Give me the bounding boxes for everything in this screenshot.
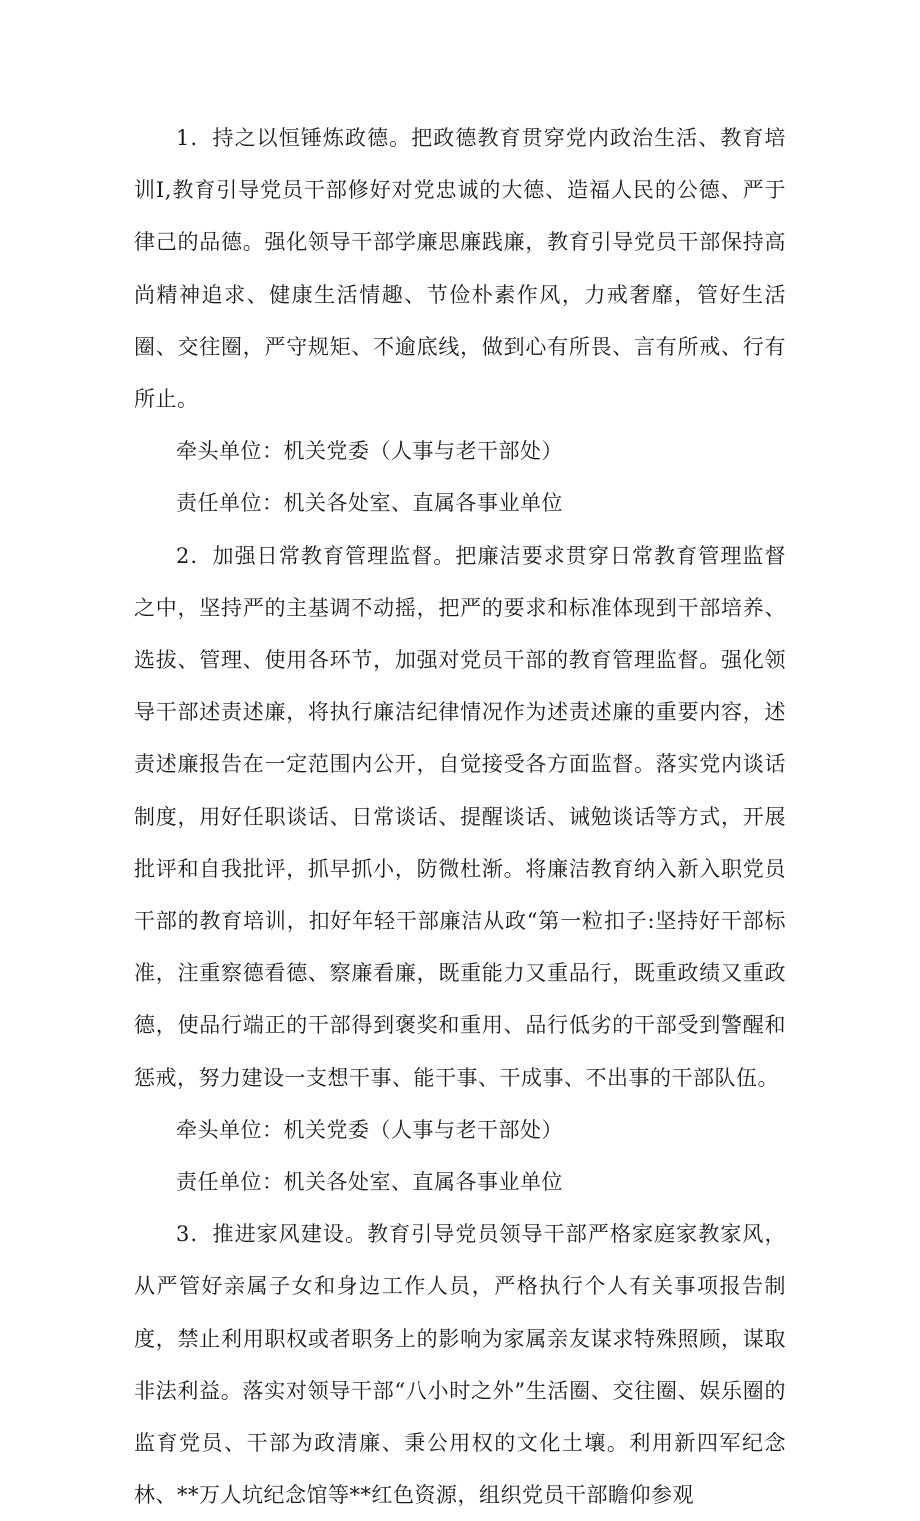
- section-3-body: 3．推进家风建设。教育引导党员领导干部严格家庭家教家风，从严管好亲属子女和身边工作人员，严格执行个人有关事项报告制度，禁止利用职权或者职务上的影响为家属亲友谋求特殊照顾，谋取非法利益。落实对领导干部“八小时之外”生活圈、交往圈、娱乐圈的监育党员、干部为政清廉、秉公用权的文化土壤。利用新四军纪念林、**万人坑纪念馆等**红色资源，组织党员干部瞻仰参观: [134, 1222, 786, 1508]
- section-1-lead-unit: 牵头单位：机关党委（人事与老干部处）: [176, 439, 563, 464]
- section-2-responsible-unit: 责任单位：机关各处室、直属各事业单位: [176, 1170, 563, 1195]
- section-2-lead-unit: 牵头单位：机关党委（人事与老干部处）: [176, 1117, 563, 1142]
- section-2-body: 2．加强日常教育管理监督。把廉洁要求贯穿日常教育管理监督之中，坚持严的主基调不动摇，把严的要求和标准体现到干部培养、选拔、管理、使用各环节，加强对党员干部的教育管理监督。强化领导干部述责述廉，将执行廉洁纪律情况作为述责述廉的重要内容，述责述廉报告在一定范围内公开，自觉接受各方面监督。落实党内谈话制度，用好任职谈话、日常谈话、提醒谈话、诫勉谈话等方式，开展批评和自我批评，抓早抓小，防微杜渐。将廉洁教育纳入新入职党员干部的教育培训，扣好年轻干部廉洁从政“第一粒扣子:坚持好干部标准，注重察德看德、察廉看廉，既重能力又重品行，既重政绩又重政德，使品行端正的干部得到褒奖和重用、品行低劣的干部受到警醒和惩戒，努力建设一支想干事、能干事、干成事、不出事的干部队伍。: [134, 543, 786, 1090]
- section-1-responsible-unit: 责任单位：机关各处室、直属各事业单位: [176, 491, 563, 516]
- document-page: [134, 112, 786, 1521]
- section-1-body: 1．持之以恒锤炼政德。把政德教育贯穿党内政治生活、教育培训I,教育引导党员干部修好对党忠诚的大德、造福人民的公德、严于律己的品德。强化领导干部学廉思廉践廉，教育引导党员干部保持高尚精神追求、健康生活情趣、节俭朴素作风，力戒奢靡，管好生活圈、交往圈，严守规矩、不逾底线，做到心有所畏、言有所戒、行有所止。: [134, 126, 786, 412]
